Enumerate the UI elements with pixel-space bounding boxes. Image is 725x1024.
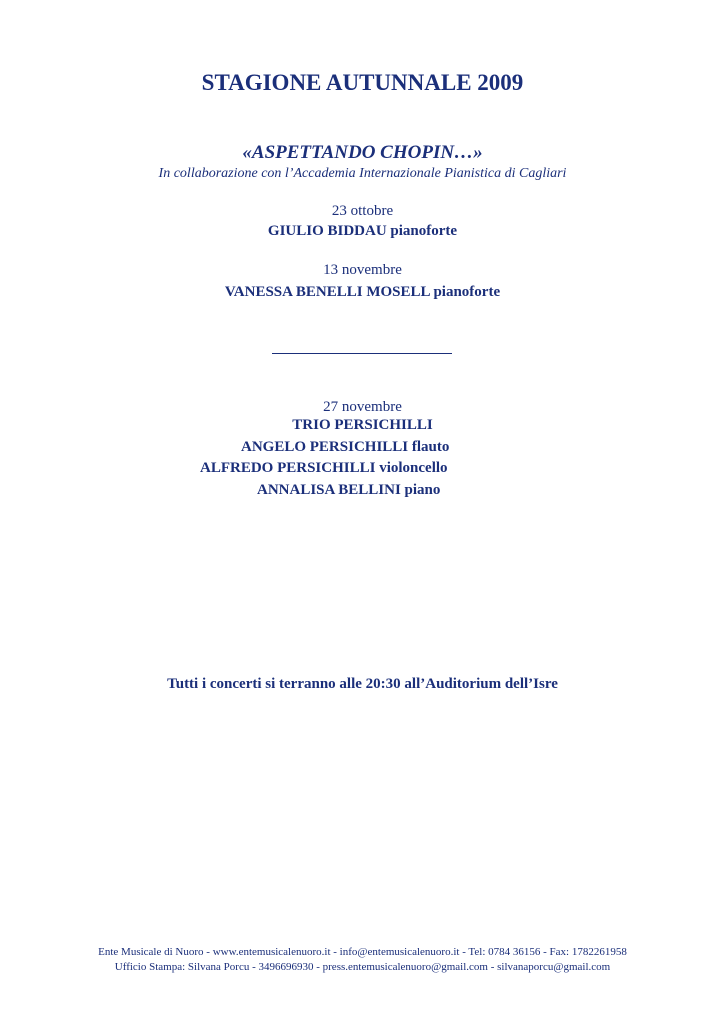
concert-performer-1: GIULIO BIDDAU pianoforte bbox=[267, 223, 458, 239]
series-title: «ASPETTANDO CHOPIN…» bbox=[242, 142, 483, 163]
concert-date-2: 13 novembre bbox=[323, 262, 402, 278]
trio-member-2: ALFREDO PERSICHILLI violoncello bbox=[200, 460, 448, 476]
season-title: STAGIONE AUTUNNALE 2009 bbox=[201, 70, 524, 95]
venue-note: Tutti i concerti si terranno alle 20:30 all’Auditorium dell’Isre bbox=[167, 676, 558, 692]
concert-performer-2: VANESSA BENELLI MOSELL pianoforte bbox=[224, 284, 501, 300]
trio-name: TRIO PERSICHILLI bbox=[292, 417, 433, 433]
collaboration-note: In collaborazione con l’Accademia Internazionale Pianistica di Cagliari bbox=[158, 166, 567, 181]
concert-date-1: 23 ottobre bbox=[331, 203, 394, 219]
footer-contact-line: Ente Musicale di Nuoro - www.entemusicalenuoro.it - info@entemusicalenuoro.it - Tel: 0784 36156 - Fax: 1782261958 bbox=[98, 946, 627, 958]
trio-member-3: ANNALISA BELLINI piano bbox=[257, 482, 441, 498]
trio-date: 27 novembre bbox=[323, 399, 402, 415]
section-divider bbox=[272, 353, 452, 354]
trio-member-1: ANGELO PERSICHILLI flauto bbox=[241, 439, 450, 455]
footer-press-line: Ufficio Stampa: Silvana Porcu - 3496696930 - press.entemusicalenuoro@gmail.com - silvanaporcu@gmail.com bbox=[114, 961, 611, 973]
